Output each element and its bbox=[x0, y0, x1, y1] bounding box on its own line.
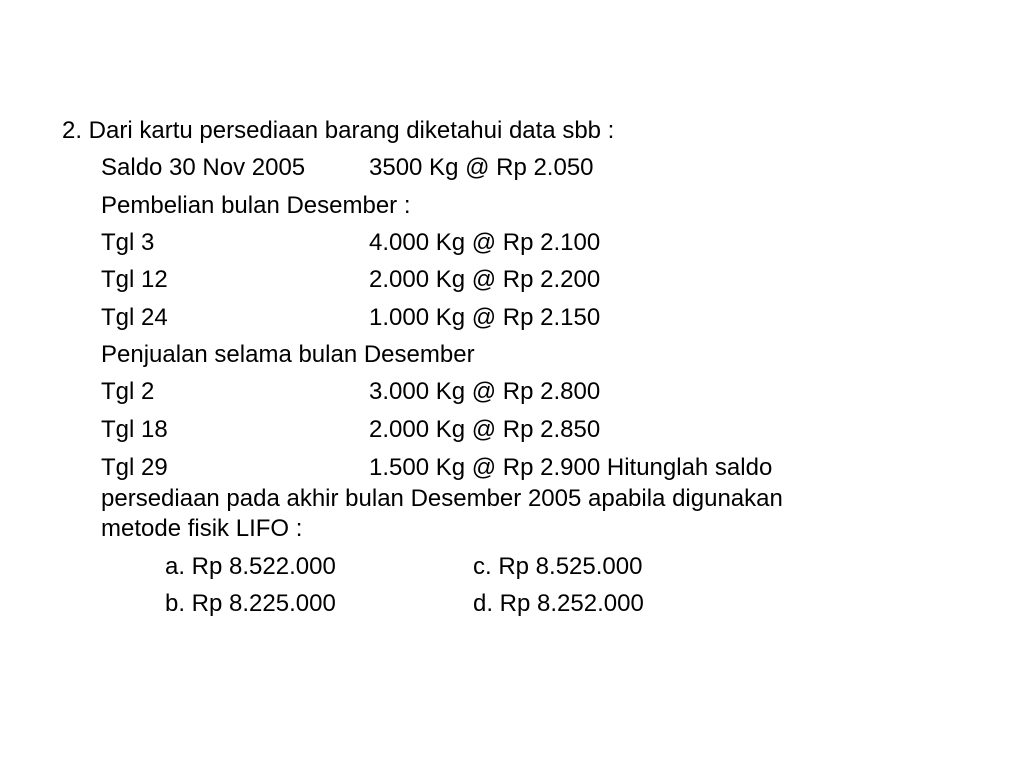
last-sale-row bbox=[101, 455, 921, 481]
purchase-date: Tgl 3 bbox=[101, 229, 155, 256]
purchase-value: 1.000 Kg @ Rp 2.150 bbox=[369, 304, 601, 331]
question-continuation: metode fisik LIFO : bbox=[101, 515, 303, 542]
last-sale-date: Tgl 29 bbox=[101, 454, 168, 481]
options-row bbox=[165, 554, 765, 580]
opening-balance-label: Saldo 30 Nov 2005 bbox=[101, 154, 306, 181]
purchase-date: Tgl 24 bbox=[101, 304, 168, 331]
options-row bbox=[165, 591, 765, 617]
sales-heading: Penjualan selama bulan Desember bbox=[101, 341, 475, 368]
sale-row bbox=[101, 417, 801, 443]
sale-date: Tgl 2 bbox=[101, 378, 155, 405]
question-continuation: persediaan pada akhir bulan Desember 2005 apabila digunakan bbox=[101, 485, 783, 512]
purchase-row bbox=[101, 230, 801, 256]
last-sale-value: 1.500 Kg @ Rp 2.900 Hitunglah saldo bbox=[369, 454, 773, 481]
question-heading: 2. Dari kartu persediaan barang diketahui data sbb : bbox=[62, 117, 615, 144]
option-d: d. Rp 8.252.000 bbox=[473, 590, 644, 617]
purchase-value: 2.000 Kg @ Rp 2.200 bbox=[369, 266, 601, 293]
option-a: a. Rp 8.522.000 bbox=[165, 553, 336, 580]
purchases-heading: Pembelian bulan Desember : bbox=[101, 192, 411, 219]
purchase-date: Tgl 12 bbox=[101, 266, 168, 293]
sale-value: 3.000 Kg @ Rp 2.800 bbox=[369, 378, 601, 405]
purchase-row bbox=[101, 267, 801, 293]
opening-balance-value: 3500 Kg @ Rp 2.050 bbox=[369, 154, 594, 181]
sale-date: Tgl 18 bbox=[101, 416, 168, 443]
sale-value: 2.000 Kg @ Rp 2.850 bbox=[369, 416, 601, 443]
sale-row bbox=[101, 379, 801, 405]
purchase-row bbox=[101, 305, 801, 331]
purchase-value: 4.000 Kg @ Rp 2.100 bbox=[369, 229, 601, 256]
option-c: c. Rp 8.525.000 bbox=[473, 553, 643, 580]
opening-balance-row bbox=[101, 155, 801, 181]
option-b: b. Rp 8.225.000 bbox=[165, 590, 336, 617]
